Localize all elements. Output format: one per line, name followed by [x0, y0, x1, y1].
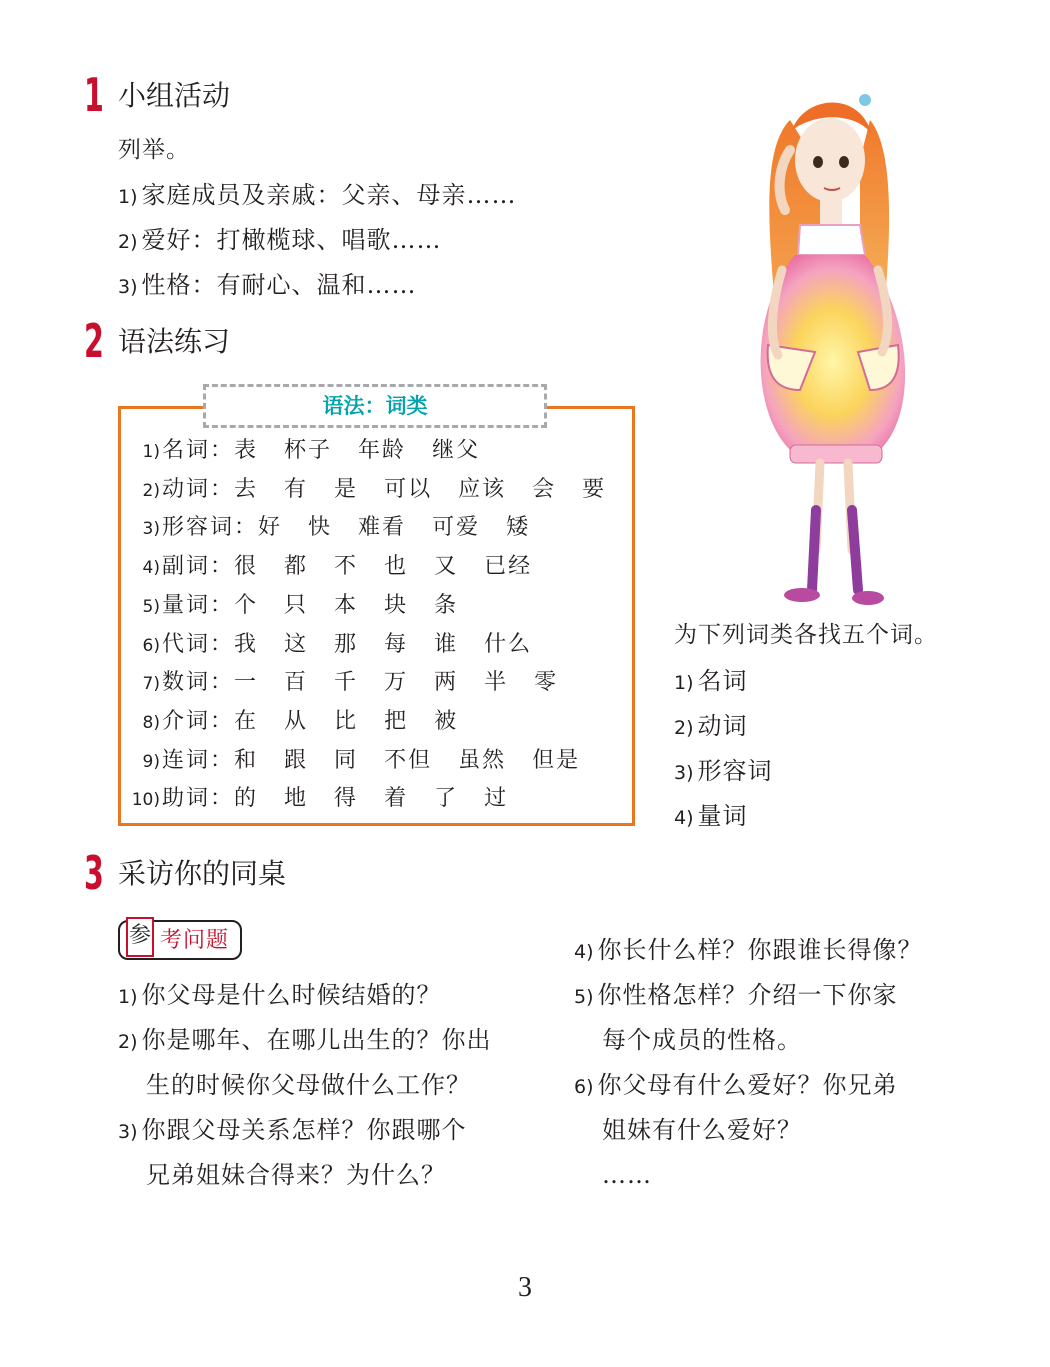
question-line-number: 2): [118, 1031, 138, 1053]
question-line-text: 你长什么样？你跟谁长得像？: [597, 936, 923, 964]
grammar-word: 从: [284, 708, 309, 734]
question-line: [574, 980, 898, 1012]
reference-label-first-char: 参: [126, 917, 154, 957]
grammar-word: 也: [384, 554, 409, 580]
question-line-text: ……: [602, 1161, 652, 1189]
grammar-word: 矮: [506, 515, 531, 541]
grammar-word: 条: [434, 592, 459, 618]
question-line-text: 你父母有什么爱好？你兄弟: [597, 1071, 898, 1099]
grammar-word: 不: [334, 554, 359, 580]
grammar-row-number: 8): [142, 712, 160, 733]
grammar-word: 不但: [384, 747, 433, 773]
grammar-word: 比: [334, 708, 359, 734]
grammar-word: 地: [284, 786, 309, 812]
question-line: [602, 1115, 802, 1145]
grammar-row-number: 5): [142, 596, 160, 617]
grammar-word: 的: [234, 786, 259, 812]
grammar-word: 表: [234, 438, 259, 463]
question-line-text: 你性格怎样？介绍一下你家: [597, 981, 898, 1009]
grammar-word: 年龄: [358, 438, 407, 463]
section-1-number: 1: [84, 68, 104, 122]
grammar-row-number: 9): [142, 751, 160, 772]
list-item-text: 爱好：打橄榄球、唱歌……: [141, 226, 442, 254]
question-line-number: 6): [574, 1076, 594, 1098]
grammar-row-number: 6): [142, 635, 160, 656]
task-item: [674, 801, 748, 833]
question-line: [146, 1160, 446, 1190]
grammar-row: [128, 705, 484, 739]
grammar-row-number: 3): [142, 519, 160, 540]
question-line: [602, 1160, 652, 1190]
question-line: [574, 935, 923, 967]
list-item: [118, 180, 517, 212]
grammar-word: 继父: [432, 438, 481, 463]
grammar-word: 好: [258, 515, 283, 541]
grammar-word: 同: [334, 747, 359, 773]
grammar-row: [128, 434, 506, 468]
grammar-row-number: 7): [142, 674, 160, 695]
section-3-title: 采访你的同桌: [118, 857, 287, 890]
grammar-row: [128, 666, 584, 700]
question-line: [118, 1025, 492, 1057]
grammar-word: 可爱: [432, 515, 481, 541]
list-item: [118, 270, 417, 302]
question-line-number: 5): [574, 986, 594, 1008]
grammar-word: 去: [234, 476, 259, 502]
reference-label-rest: 考问题: [160, 928, 230, 953]
grammar-row: [128, 628, 558, 662]
grammar-row: [128, 782, 534, 816]
grammar-word: 两: [434, 670, 459, 696]
grammar-word: 难看: [358, 515, 407, 541]
question-line: [118, 980, 442, 1012]
list-item-text: 性格：有耐心、温和……: [141, 271, 417, 299]
list-item-number: 2): [118, 231, 138, 253]
grammar-word: 应该: [458, 476, 507, 502]
grammar-word: 着: [384, 786, 409, 812]
task-item-text: 形容词: [697, 757, 773, 785]
grammar-box-title: 语法：词类: [203, 384, 547, 428]
list-item: [118, 225, 442, 257]
grammar-word: 块: [384, 592, 409, 618]
task-item: [674, 756, 773, 788]
grammar-word: 已经: [484, 554, 533, 580]
grammar-word: 和: [234, 747, 259, 773]
grammar-word: 万: [384, 670, 409, 696]
grammar-row: [128, 744, 606, 778]
grammar-row-number: 10): [131, 790, 160, 811]
grammar-row: [128, 511, 556, 545]
grammar-word: 杯子: [284, 438, 333, 463]
grammar-word: 被: [434, 708, 459, 734]
grammar-category: 连词：: [162, 747, 235, 773]
question-line: [574, 1070, 898, 1102]
question-line: [118, 1115, 467, 1147]
grammar-row-number: 1): [142, 442, 160, 462]
grammar-category: 副词：: [162, 554, 235, 580]
grammar-category: 形容词：: [162, 515, 259, 541]
grammar-word: 又: [434, 554, 459, 580]
question-line-text: 你跟父母关系怎样？你跟哪个: [141, 1116, 467, 1144]
grammar-word: 本: [334, 592, 359, 618]
task-item-number: 4): [674, 807, 694, 829]
task-item: [674, 666, 748, 698]
grammar-word: 有: [284, 476, 309, 502]
question-line-text: 生的时候你父母做什么工作？: [146, 1071, 471, 1099]
grammar-word: 过: [484, 786, 509, 812]
grammar-category: 介词：: [162, 708, 235, 734]
grammar-category: 动词：: [162, 476, 235, 502]
task-item-number: 3): [674, 762, 694, 784]
grammar-category: 量词：: [162, 592, 235, 618]
question-line-text: 你是哪年、在哪儿出生的？你出: [141, 1026, 492, 1054]
grammar-word: 虽然: [458, 747, 507, 773]
question-line: [602, 1025, 802, 1055]
grammar-word: 那: [334, 631, 359, 657]
grammar-word: 快: [308, 515, 333, 541]
grammar-word: 每: [384, 631, 409, 657]
reference-questions-label: [118, 920, 242, 960]
question-line: [146, 1070, 471, 1100]
grammar-word: 百: [284, 670, 309, 696]
grammar-row: [128, 473, 632, 507]
grammar-word: 了: [434, 786, 459, 812]
task-item: [674, 711, 748, 743]
grammar-category: 名词：: [162, 438, 235, 463]
question-line-text: 你父母是什么时候结婚的？: [141, 981, 442, 1009]
list-item-number: 3): [118, 276, 138, 298]
question-line-number: 4): [574, 941, 594, 963]
task-item-text: 名词: [697, 667, 748, 695]
section-1-instruction: 列举。: [118, 137, 190, 163]
grammar-word: 千: [334, 670, 359, 696]
grammar-word: 个: [234, 592, 259, 618]
task-item-number: 1): [674, 672, 694, 694]
grammar-word: 可以: [384, 476, 433, 502]
grammar-word: 零: [534, 670, 559, 696]
grammar-word: 这: [284, 631, 309, 657]
grammar-row: [128, 550, 558, 584]
grammar-word: 什么: [484, 631, 533, 657]
grammar-word: 得: [334, 786, 359, 812]
question-line-text: 每个成员的性格。: [602, 1026, 802, 1054]
grammar-word: 是: [334, 476, 359, 502]
grammar-category: 代词：: [162, 631, 235, 657]
task-item-text: 动词: [697, 712, 748, 740]
task-item-number: 2): [674, 717, 694, 739]
section-2-number: 2: [84, 314, 104, 368]
grammar-category: 数词：: [162, 670, 235, 696]
grammar-word: 要: [582, 476, 607, 502]
section-2-title: 语法练习: [118, 325, 231, 358]
grammar-word: 都: [284, 554, 309, 580]
grammar-row-number: 2): [142, 480, 160, 501]
grammar-row-number: 4): [142, 558, 160, 579]
question-line-number: 1): [118, 986, 138, 1008]
question-line-text: 姐妹有什么爱好？: [602, 1116, 802, 1144]
list-item-number: 1): [118, 186, 138, 208]
question-line-number: 3): [118, 1121, 138, 1143]
grammar-word: 只: [284, 592, 309, 618]
section-1-title: 小组活动: [118, 79, 231, 112]
grammar-word: 半: [484, 670, 509, 696]
page-number: 3: [518, 1272, 532, 1303]
grammar-word: 会: [532, 476, 557, 502]
grammar-category: 助词：: [162, 786, 235, 812]
section-3-number: 3: [84, 846, 104, 900]
task-item-text: 量词: [697, 802, 748, 830]
grammar-word: 很: [234, 554, 259, 580]
grammar-word: 我: [234, 631, 259, 657]
grammar-word: 跟: [284, 747, 309, 773]
grammar-row: [128, 589, 484, 623]
question-line-text: 兄弟姐妹合得来？为什么？: [146, 1161, 446, 1189]
grammar-word: 但是: [532, 747, 581, 773]
girl-illustration: [720, 80, 980, 620]
grammar-word: 把: [384, 708, 409, 734]
grammar-word: 谁: [434, 631, 459, 657]
grammar-word: 一: [234, 670, 259, 696]
section-2-task: 为下列词类各找五个词。: [674, 622, 938, 648]
grammar-word: 在: [234, 708, 259, 734]
list-item-text: 家庭成员及亲戚：父亲、母亲……: [141, 181, 517, 209]
